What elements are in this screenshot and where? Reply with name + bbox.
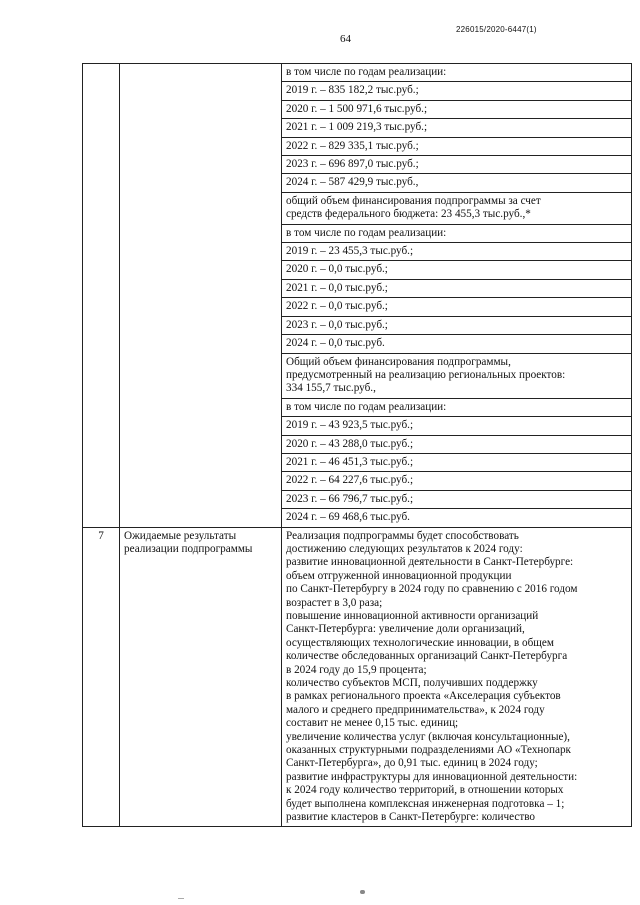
text-line: 2024 г. – 69 468,6 тыс.руб. [286,511,410,524]
document-number: 226015/2020-6447(1) [456,25,537,34]
text-line: 2023 г. – 696 897,0 тыс.руб.; [286,158,419,171]
value-cell [282,279,632,297]
section-text-line: повышение инновационной активности организаций [286,610,539,622]
value-cell [282,192,632,224]
section-text-line: объем отгруженной инновационной продукции [286,569,512,582]
section-text-line: достижению следующих результатов к 2024 году: [286,542,523,555]
section-text-line: оказанных структурными подразделениями АО «Технопарк [286,744,571,757]
text-line: 334 155,7 тыс.руб., [286,382,376,395]
section-text-line: к 2024 году количество территорий, в отношении которых [286,784,564,797]
section-text-line: количестве обследованных организаций Санкт-Петербурга [286,650,568,663]
text-line: 2021 г. – 46 451,3 тыс.руб.; [286,455,414,468]
text-line: 2019 г. – 43 923,5 тыс.руб.; [286,419,414,432]
section-number: 7 [98,529,104,542]
text-line: в том числе по годам реализации: [286,400,447,413]
value-cell [282,453,632,471]
text-line: 2019 г. – 23 455,3 тыс.руб.; [286,245,414,258]
section-text-cell [282,527,632,826]
section-text-line: составит не менее 0,15 тыс. единиц; [286,717,459,730]
value-cell [282,100,632,118]
value-cell [282,509,632,527]
value-cell [282,298,632,316]
section-text-line: в рамках регионального проекта «Акселерация субъектов [286,690,561,703]
value-cell [282,335,632,353]
section-text-line: развитие инфраструктуры для инновационной деятельности: [286,770,578,783]
value-cell [282,119,632,137]
number-cell-empty [83,64,120,528]
label-cell-empty [120,64,282,528]
value-cell [282,490,632,508]
value-cell [282,174,632,192]
section-number-cell [83,527,120,826]
text-line: 2024 г. – 0,0 тыс.руб. [286,337,385,350]
value-cell [282,261,632,279]
section-text-line: осуществляющих технологические инновации, в общем [286,636,554,649]
section-text-line: увеличение количества услуг (включая консультационные), [286,730,570,743]
text-line: в том числе по годам реализации: [286,66,447,78]
section-text-line: Санкт-Петербурга», до 0,91 тыс. единиц в 2024 году; [286,757,538,770]
section-text-line: в 2024 году до 15,9 процента; [286,663,427,676]
text-line: 2020 г. – 43 288,0 тыс.руб.; [286,437,414,450]
scan-mark [360,890,365,894]
value-cell [282,472,632,490]
text-line: 2022 г. – 64 227,6 тыс.руб.; [286,474,414,487]
section-7-row [83,527,632,826]
text-line: Общий объем финансирования подпрограммы, [286,355,511,368]
year-row [83,64,632,82]
value-cell [282,64,632,82]
text-line: 2020 г. – 0,0 тыс.руб.; [286,263,388,276]
text-line: 2023 г. – 0,0 тыс.руб.; [286,318,388,331]
section-label-line: Ожидаемые результаты [124,529,237,542]
section-text-line: развитие инновационной деятельности в Санкт-Петербурге: [286,556,574,569]
value-cell [282,417,632,435]
text-line: 2021 г. – 0,0 тыс.руб.; [286,281,388,294]
section-text-line: возрастет в 3,0 раза; [286,596,383,609]
section-text-line: будет выполнена комплексная инженерная подготовка – 1; [286,797,565,810]
value-cell [282,82,632,100]
text-line: общий объем финансирования подпрограммы за счет [286,194,541,207]
value-cell [282,137,632,155]
section-text-line: по Санкт-Петербургу в 2024 году по сравнению с 2016 годом [286,583,578,596]
page-number: 64 [340,33,351,45]
section-text-line: малого и среднего предпринимательства», к 2024 году [286,703,545,716]
text-line: в том числе по годам реализации: [286,226,447,239]
value-cell [282,224,632,242]
value-cell [282,243,632,261]
section-text-line: Санкт-Петербурга: увеличение доли организаций, [286,623,525,636]
text-line: 2022 г. – 829 335,1 тыс.руб.; [286,139,419,152]
value-cell [282,353,632,398]
section-label-cell [120,527,282,826]
value-cell [282,156,632,174]
text-line: предусмотренный на реализацию региональных проектов: [286,368,566,381]
text-line: 2020 г. – 1 500 971,6 тыс.руб.; [286,102,428,115]
section-text-line: развитие кластеров в Санкт-Петербурге: количество [286,811,536,824]
section-text-line: количество субъектов МСП, получивших поддержку [286,677,538,690]
text-line: 2019 г. – 835 182,2 тыс.руб.; [286,84,419,97]
value-cell [282,435,632,453]
financing-table [82,63,632,827]
scan-mark [178,898,184,899]
text-line: 2022 г. – 0,0 тыс.руб.; [286,300,388,313]
text-line: средств федерального бюджета: 23 455,3 тыс.руб.,* [286,208,531,221]
text-line: 2024 г. – 587 429,9 тыс.руб., [286,176,419,189]
section-text-line: Реализация подпрограммы будет способствовать [286,529,519,542]
text-line: 2023 г. – 66 796,7 тыс.руб.; [286,492,414,505]
text-line: 2021 г. – 1 009 219,3 тыс.руб.; [286,121,428,134]
value-cell [282,316,632,334]
value-cell [282,398,632,416]
section-label-line: реализации подпрограммы [124,542,253,555]
